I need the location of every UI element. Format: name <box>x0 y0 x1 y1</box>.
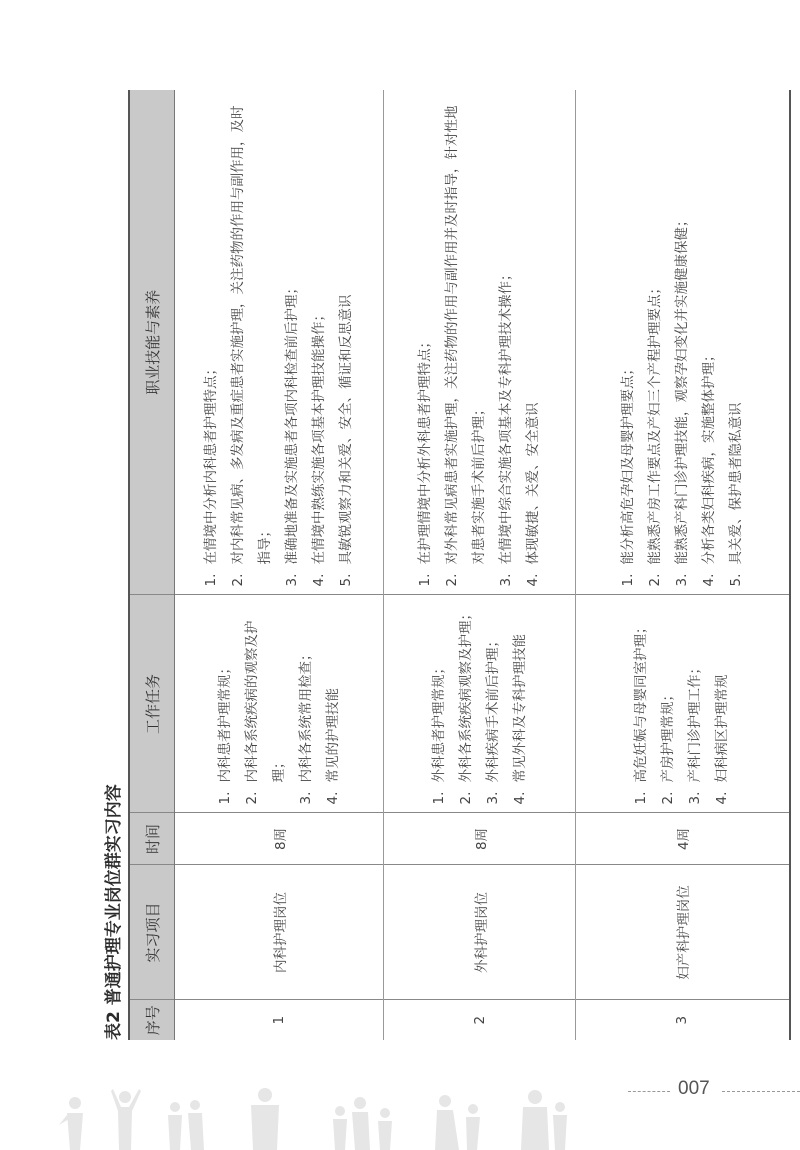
header-project: 实习项目 <box>129 865 175 1000</box>
row-project: 妇产科护理岗位 <box>576 865 790 1000</box>
skill-item: 4.体现敏捷、关爱、安全意识 <box>525 402 541 587</box>
row-time: 8周 <box>175 813 384 865</box>
skill-item: 3.在情境中综合实施各项基本及专科护理技术操作； <box>498 267 514 587</box>
row-no: 1 <box>175 1000 384 1040</box>
header-row <box>129 90 175 1040</box>
skill-item: 2.对内科常见病、多发病及重症患者实施护理，关注药物的作用与副作用，及时指导； <box>230 105 273 587</box>
footer-dash-left <box>628 1091 670 1092</box>
row-tasks <box>384 595 576 813</box>
header-no: 序号 <box>129 1000 175 1040</box>
task-item: 1.外科患者护理常规； <box>430 661 447 805</box>
skill-item: 2.对外科常见病患者实施护理，关注药物的作用与副作用并及时指导，针对性地对患者实施手术前后护理； <box>444 105 487 587</box>
table-caption: 表2 普通护理专业岗位群实习内容 <box>104 784 124 1040</box>
task-item: 2.外科各系统疾病观察及护理； <box>457 607 474 805</box>
page-number: 007 <box>678 1078 710 1099</box>
internship-table <box>128 90 791 1040</box>
footer-dash-right <box>722 1091 800 1092</box>
row-skills <box>576 90 790 595</box>
row-time: 4周 <box>576 813 790 865</box>
task-item: 4.常见外科及专科护理技能 <box>511 634 528 805</box>
row-skills <box>175 90 384 595</box>
skill-item: 5.具敏锐观察力和关爱、安全、循证和反思意识 <box>338 294 354 587</box>
header-tasks: 工作任务 <box>129 595 175 813</box>
skill-item: 4.分析各类妇科疾病，实施整体护理； <box>700 348 717 587</box>
table-row <box>576 90 790 1040</box>
skill-item: 3.能熟悉产科门诊护理技能，观察孕妇变化并实施健康保健； <box>673 213 690 587</box>
rotated-table-region <box>100 90 800 1040</box>
task-item: 1.高危妊娠与母婴同室护理； <box>633 620 650 805</box>
header-skills: 职业技能与素养 <box>129 90 175 595</box>
task-item: 4.常见的护理技能 <box>324 688 341 805</box>
skill-item: 3.准确地准备及实施患者各项内科检查前后护理； <box>284 281 300 587</box>
row-project: 外科护理岗位 <box>384 865 576 1000</box>
task-item: 3.产科门诊护理工作； <box>687 661 704 805</box>
row-skills <box>384 90 576 595</box>
task-item: 1.内科患者护理常规； <box>216 661 233 805</box>
row-no: 2 <box>384 1000 576 1040</box>
row-project: 内科护理岗位 <box>175 865 384 1000</box>
table-row <box>384 90 576 1040</box>
task-item: 2.内科各系统疾病的观察及护理； <box>243 620 287 805</box>
skill-item: 2.能熟悉产房工作要点及产妇三个产程护理要点； <box>646 281 663 587</box>
task-item: 3.内科各系统常用检查； <box>297 647 314 805</box>
header-time: 时间 <box>129 813 175 865</box>
task-item: 4.妇科病区护理常规 <box>714 674 731 805</box>
skill-item: 4.在情境中熟练实施各项基本护理技能操作； <box>311 308 327 587</box>
task-item: 3.外科疾病手术前后护理； <box>484 634 501 805</box>
table-row <box>175 90 384 1040</box>
row-tasks <box>576 595 790 813</box>
skill-item: 1.在情境中分析内科患者护理特点； <box>203 362 219 587</box>
skill-item: 1.在护理情境中分析外科患者护理特点； <box>417 335 433 587</box>
row-tasks <box>175 595 384 813</box>
row-no: 3 <box>576 1000 790 1040</box>
row-time: 8周 <box>384 813 576 865</box>
skill-item: 5.具关爱、保护患者隐私意识 <box>727 402 744 587</box>
task-item: 2.产房护理常规； <box>660 688 677 805</box>
people-silhouette-decoration <box>55 1085 595 1150</box>
skill-item: 1.能分析高危孕妇及母婴护理要点； <box>619 362 636 587</box>
